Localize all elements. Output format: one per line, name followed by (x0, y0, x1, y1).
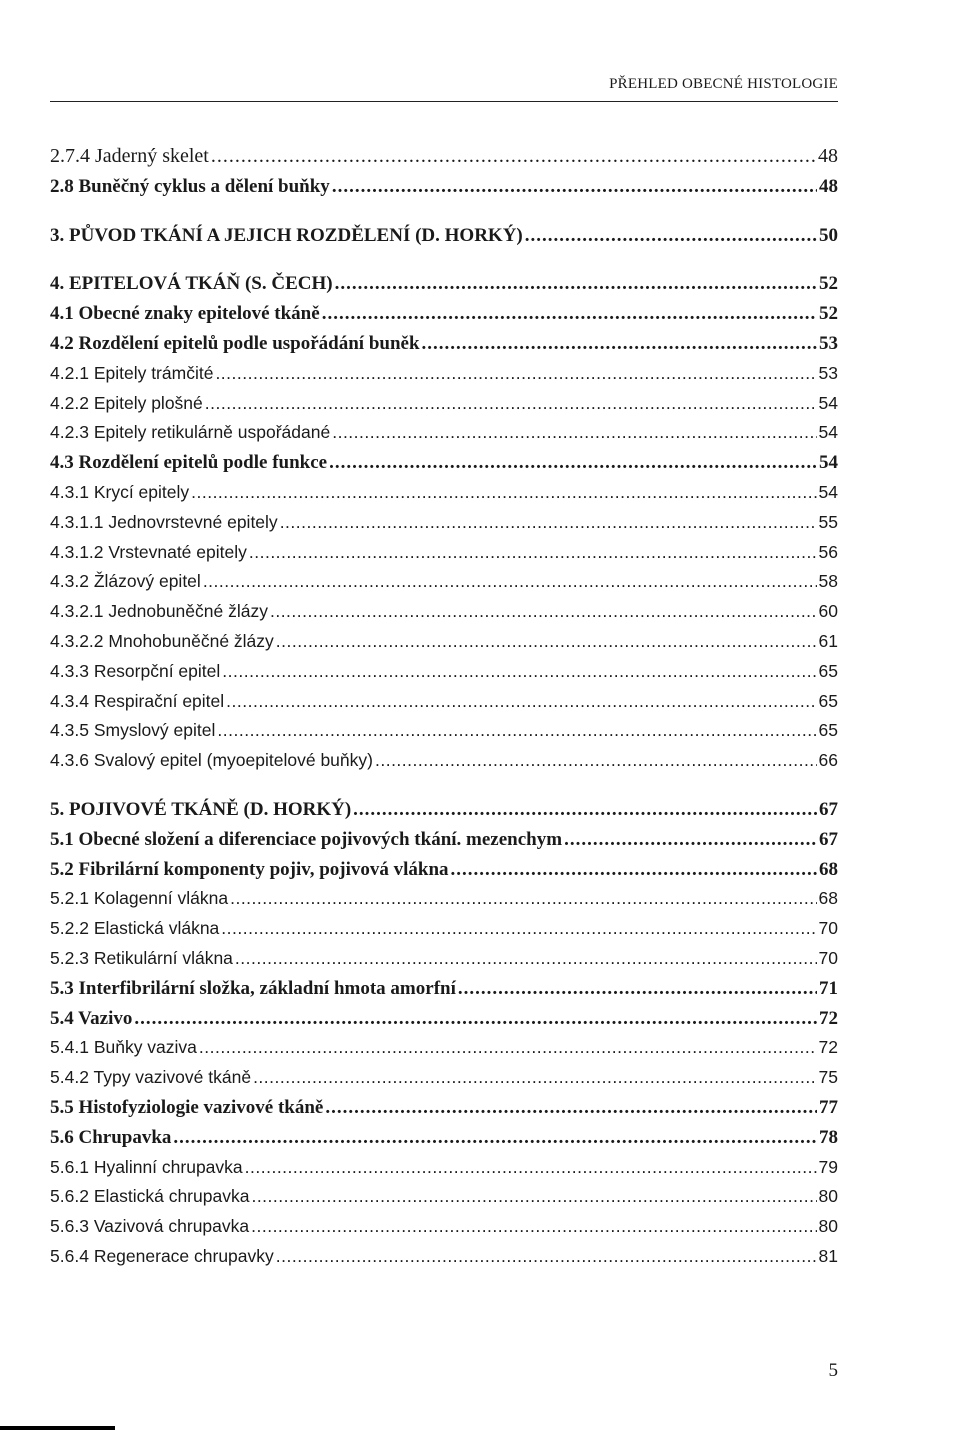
toc-entry-number: 4.3.3 (50, 660, 89, 681)
toc-entry-label (50, 567, 201, 597)
toc-entry-label (50, 1153, 243, 1183)
toc-entry[interactable] (50, 359, 838, 389)
toc-entry-label (50, 508, 278, 538)
toc-entry-number: 5.6 (50, 1126, 74, 1148)
toc-entry-label (50, 1063, 251, 1093)
toc-entry-number: 2.8 (50, 175, 74, 197)
toc-entry-label (50, 142, 209, 172)
toc-entry-page: 58 (818, 571, 838, 592)
dot-leader (134, 1009, 817, 1028)
toc-entry-page: 54 (818, 422, 838, 443)
toc-entry-label (50, 825, 562, 855)
toc-entry-label (50, 359, 213, 389)
toc-entry-title: Rozdělení epitelů podle uspořádání buněk (78, 332, 420, 354)
dot-leader (215, 365, 816, 383)
toc-entry-title: Vazivo (78, 1007, 133, 1029)
toc-entry-label (50, 329, 420, 359)
dot-leader (191, 484, 816, 502)
toc-entry[interactable] (50, 1182, 838, 1212)
toc-entry-page: 48 (818, 145, 838, 167)
toc-entry-title: Respirační epitel (93, 690, 225, 711)
toc-entry-title: Obecné složení a diferenciace pojivových tkání. mezenchym (78, 828, 563, 850)
toc-entry-title: Jaderný skelet (95, 145, 209, 167)
toc-entry[interactable] (50, 716, 838, 746)
dot-leader (375, 752, 817, 770)
dot-leader (222, 663, 816, 681)
toc-entry-page: 54 (818, 481, 838, 502)
toc-entry[interactable] (50, 746, 838, 776)
toc-entry[interactable] (50, 657, 838, 687)
toc-entry-number: 5. (50, 798, 65, 820)
toc-entry-number: 5.2.3 (50, 947, 89, 968)
dot-leader (332, 424, 816, 442)
dot-leader (253, 1069, 816, 1087)
toc-entry[interactable] (50, 478, 838, 508)
toc-entry[interactable] (50, 1004, 838, 1034)
toc-entry-title: Vazivová chrupavka (93, 1216, 250, 1237)
toc-entry-number: 2.7.4 (50, 145, 90, 167)
toc-entry-number: 4.3.2.2 (50, 630, 104, 651)
toc-entry-page: 71 (819, 977, 838, 999)
toc-entry-number: 4.3.1 (50, 481, 89, 502)
toc-entry[interactable] (50, 1123, 838, 1153)
toc-entry[interactable] (50, 597, 838, 627)
toc-entry-number: 4.2.3 (50, 422, 89, 443)
dot-leader (235, 950, 817, 968)
toc-entry-title: Chrupavka (78, 1126, 172, 1148)
dot-leader (211, 146, 816, 166)
toc-entry-label (50, 418, 330, 448)
toc-entry-page: 66 (818, 750, 838, 771)
toc-entry-page: 67 (819, 828, 838, 850)
toc-entry-title: Rozdělení epitelů podle funkce (78, 452, 328, 474)
toc-entry-title: Histofyziologie vazivové tkáně (78, 1096, 324, 1118)
toc-entry-page: 50 (819, 224, 838, 246)
dot-leader (422, 334, 817, 353)
dot-leader (335, 274, 817, 293)
toc-entry-title: Kolagenní vlákna (93, 888, 229, 909)
dot-leader (251, 1188, 816, 1206)
header-rule (50, 101, 838, 102)
toc-entry-page: 77 (819, 1096, 838, 1118)
toc-entry-title: Mnohobuněčné žlázy (108, 630, 274, 651)
toc-entry-title: Smyslový epitel (93, 720, 216, 741)
toc-entry-page: 61 (818, 630, 838, 651)
toc-entry-label (50, 1182, 249, 1212)
toc-entry-page: 70 (818, 918, 838, 939)
dot-leader (217, 722, 816, 740)
section-gap (50, 202, 838, 221)
section-gap (50, 776, 838, 795)
dot-leader (329, 453, 817, 472)
toc-entry-page: 65 (818, 660, 838, 681)
toc-entry-number: 5.6.3 (50, 1216, 89, 1237)
toc-entry-number: 5.3 (50, 977, 74, 999)
toc-entry-number: 5.5 (50, 1096, 74, 1118)
dot-leader (564, 830, 817, 849)
toc-entry[interactable] (50, 974, 838, 1004)
dot-leader (205, 395, 817, 413)
dot-leader (280, 514, 817, 532)
dot-leader (276, 1248, 817, 1266)
toc-entry-number: 3. (50, 224, 65, 246)
toc-entry-page: 80 (818, 1186, 838, 1207)
dot-leader (251, 1218, 816, 1236)
dot-leader (173, 1128, 817, 1147)
toc-entry-page: 55 (818, 511, 838, 532)
toc-entry-title: Fibrilární komponenty pojiv, pojivová vlákna (78, 858, 449, 880)
toc-entry-title: Elastická vlákna (93, 918, 220, 939)
toc-entry-number: 4.2 (50, 332, 74, 354)
toc-entry-page: 72 (819, 1007, 838, 1029)
toc-entry[interactable] (50, 1212, 838, 1242)
toc-entry[interactable] (50, 795, 838, 825)
toc-entry-number: 5.4.1 (50, 1037, 89, 1058)
dot-leader (353, 800, 817, 819)
toc-entry-title: Resorpční epitel (93, 660, 221, 681)
toc-entry[interactable] (50, 1093, 838, 1123)
toc-entry-number: 4.1 (50, 303, 74, 325)
toc-entry-label (50, 172, 330, 202)
dot-leader (325, 1098, 817, 1117)
toc-entry-number: 5.2.2 (50, 918, 89, 939)
toc-entry-label (50, 855, 449, 885)
toc-entry[interactable] (50, 142, 838, 172)
toc-entry[interactable] (50, 1033, 838, 1063)
toc-entry-number: 4.3.2.1 (50, 601, 104, 622)
toc-entry[interactable] (50, 627, 838, 657)
toc-entry-label (50, 627, 274, 657)
toc-entry-number: 4.3.2 (50, 571, 89, 592)
toc-entry[interactable] (50, 914, 838, 944)
toc-entry[interactable] (50, 855, 838, 885)
toc-entry-label (50, 795, 351, 825)
toc-entry-title: POJIVOVÉ TKÁNĚ (D. HORKÝ) (69, 798, 352, 820)
scan-edge-mark (0, 1426, 115, 1430)
toc-entry-number: 4.3.6 (50, 750, 89, 771)
toc-entry[interactable] (50, 329, 838, 359)
toc-entry-title: Typy vazivové tkáně (93, 1067, 252, 1088)
toc-entry-page: 52 (819, 303, 838, 325)
toc-entry-page: 53 (819, 332, 838, 354)
toc-entry[interactable] (50, 269, 838, 299)
toc-entry-title: EPITELOVÁ TKÁŇ (S. ČECH) (69, 273, 333, 295)
toc-entry[interactable] (50, 172, 838, 202)
toc-entry-number: 5.6.1 (50, 1156, 89, 1177)
toc-entry-number: 5.6.2 (50, 1186, 89, 1207)
toc-entry-page: 52 (819, 273, 838, 295)
toc-entry-page: 68 (819, 858, 838, 880)
toc-entry-page: 67 (819, 798, 838, 820)
toc-entry-label (50, 221, 523, 251)
toc-entry-page: 70 (818, 947, 838, 968)
toc-entry-title: Elastická chrupavka (93, 1186, 250, 1207)
toc-entry[interactable] (50, 944, 838, 974)
toc-entry-label (50, 974, 456, 1004)
toc-entry-title: Jednobuněčné žlázy (108, 601, 268, 622)
dot-leader (199, 1039, 817, 1057)
toc-entry-number: 5.6.4 (50, 1245, 89, 1266)
dot-leader (203, 573, 817, 591)
dot-leader (332, 177, 817, 196)
toc-entry[interactable] (50, 1153, 838, 1183)
toc-entry-page: 54 (819, 452, 838, 474)
page-number: 5 (828, 1360, 838, 1381)
toc-entry-title: Retikulární vlákna (93, 947, 233, 968)
toc-entry-number: 4.3.1.2 (50, 541, 104, 562)
toc-entry-title: Vrstevnaté epitely (108, 541, 247, 562)
toc-entry[interactable] (50, 687, 838, 717)
toc-entry-label (50, 1004, 132, 1034)
dot-leader (249, 544, 817, 562)
toc-entry-title: Obecné znaky epitelové tkáně (78, 303, 320, 325)
toc-entry-label (50, 389, 203, 419)
toc-entry-number: 4.2.2 (50, 392, 89, 413)
toc-entry[interactable] (50, 1063, 838, 1093)
toc-entry-page: 68 (818, 888, 838, 909)
toc-entry[interactable] (50, 448, 838, 478)
dot-leader (525, 226, 817, 245)
toc-entry[interactable] (50, 221, 838, 251)
toc-entry-title: Epitely retikulárně uspořádané (93, 422, 331, 443)
toc-entry-page: 72 (818, 1037, 838, 1058)
toc-entry-number: 5.1 (50, 828, 74, 850)
toc-entry[interactable] (50, 538, 838, 568)
toc-entry[interactable] (50, 1242, 838, 1272)
toc-entry-label (50, 478, 189, 508)
toc-entry-page: 75 (818, 1067, 838, 1088)
toc-entry-page: 54 (818, 392, 838, 413)
dot-leader (270, 603, 817, 621)
toc-entry-number: 4.2.1 (50, 362, 89, 383)
toc-entry[interactable] (50, 884, 838, 914)
toc-entry-number: 4.3 (50, 452, 74, 474)
toc-entry[interactable] (50, 418, 838, 448)
toc-entry-title: Interfibrilární složka, základní hmota amorfní (78, 977, 456, 999)
table-of-contents (50, 142, 838, 1272)
dot-leader (226, 693, 816, 711)
toc-entry-number: 5.2 (50, 858, 74, 880)
dot-leader (276, 633, 817, 651)
toc-entry-title: Hyalinní chrupavka (93, 1156, 243, 1177)
running-header: PŘEHLED OBECNÉ HISTOLOGIE (609, 76, 838, 92)
toc-entry-page: 80 (818, 1216, 838, 1237)
toc-entry[interactable] (50, 825, 838, 855)
toc-entry-label (50, 944, 233, 974)
toc-entry-number: 5.2.1 (50, 888, 89, 909)
toc-entry-page: 78 (819, 1126, 838, 1148)
toc-entry-label (50, 1242, 274, 1272)
toc-entry-title: Epitely plošné (93, 392, 203, 413)
toc-entry-label (50, 538, 247, 568)
toc-entry-page: 65 (818, 720, 838, 741)
toc-entry-title: PŮVOD TKÁNÍ A JEJICH ROZDĚLENÍ (D. HORKÝ) (69, 224, 523, 246)
dot-leader (245, 1159, 817, 1177)
toc-entry-title: Epitely trámčité (93, 362, 214, 383)
toc-entry[interactable] (50, 389, 838, 419)
toc-entry-label (50, 597, 268, 627)
toc-entry-label (50, 448, 327, 478)
toc-entry[interactable] (50, 567, 838, 597)
toc-entry-number: 4.3.4 (50, 690, 89, 711)
toc-entry-page: 48 (819, 175, 838, 197)
dot-leader (230, 890, 816, 908)
toc-entry-number: 5.4.2 (50, 1067, 89, 1088)
section-gap (50, 250, 838, 269)
toc-entry-label (50, 1093, 323, 1123)
toc-entry-label (50, 687, 224, 717)
toc-entry-number: 4. (50, 273, 65, 295)
toc-entry-number: 4.3.5 (50, 720, 89, 741)
toc-entry-number: 4.3.1.1 (50, 511, 104, 532)
toc-entry-label (50, 1212, 249, 1242)
toc-entry-title: Buňky vaziva (93, 1037, 197, 1058)
toc-entry-title: Svalový epitel (myoepitelové buňky) (93, 750, 373, 771)
toc-entry[interactable] (50, 508, 838, 538)
toc-entry-title: Regenerace chrupavky (93, 1245, 274, 1266)
toc-entry-title: Buněčný cyklus a dělení buňky (78, 175, 330, 197)
toc-entry-label (50, 746, 373, 776)
toc-entry[interactable] (50, 299, 838, 329)
toc-entry-page: 56 (818, 541, 838, 562)
toc-entry-title: Žlázový epitel (93, 571, 201, 592)
dot-leader (221, 920, 816, 938)
toc-entry-label (50, 1033, 197, 1063)
toc-entry-label (50, 657, 220, 687)
toc-entry-page: 65 (818, 690, 838, 711)
toc-entry-page: 60 (818, 601, 838, 622)
toc-entry-page: 81 (818, 1245, 838, 1266)
toc-entry-number: 5.4 (50, 1007, 74, 1029)
toc-entry-page: 53 (818, 362, 838, 383)
toc-entry-label (50, 884, 228, 914)
toc-entry-label (50, 299, 320, 329)
toc-entry-page: 79 (818, 1156, 838, 1177)
toc-entry-label (50, 1123, 171, 1153)
toc-entry-title: Jednovrstevné epitely (108, 511, 278, 532)
dot-leader (458, 979, 817, 998)
toc-entry-label (50, 716, 215, 746)
toc-entry-label (50, 914, 219, 944)
dot-leader (322, 304, 817, 323)
toc-entry-title: Krycí epitely (93, 481, 190, 502)
toc-entry-label (50, 269, 333, 299)
dot-leader (451, 860, 817, 879)
